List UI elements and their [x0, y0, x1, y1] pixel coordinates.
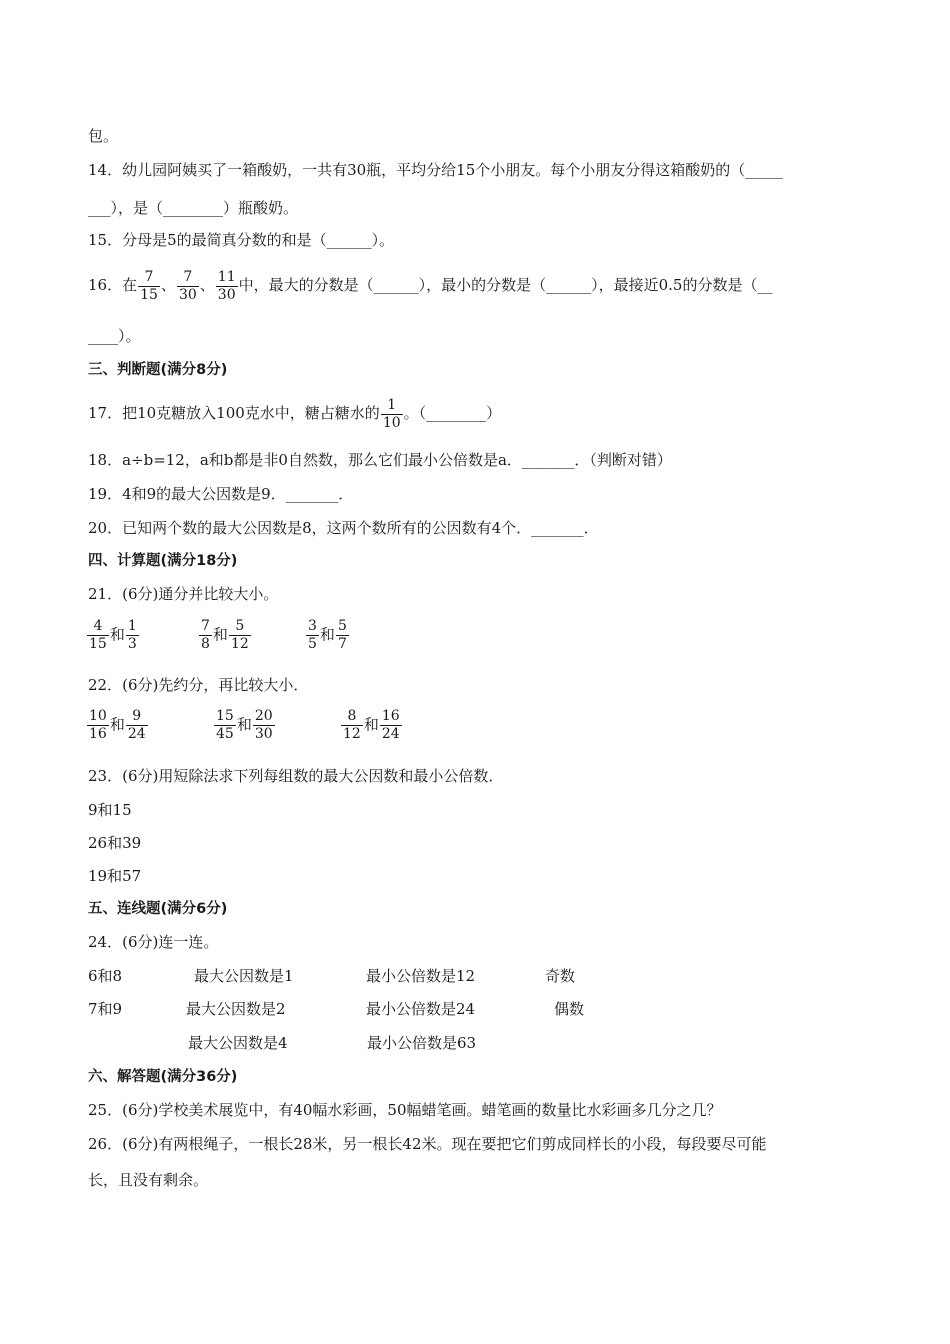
fraction-7-15: $\frac{7}{15}$ — [140, 268, 158, 303]
question-17: 17．把10克糖放入100克水中，糖占糖水的 $\frac{1}{10}$ 。（________） — [88, 396, 502, 431]
question-23: 23．(6分)用短除法求下列每组数的最大公因数和最小公倍数． — [88, 767, 504, 785]
section-3-heading: 三、判断题(满分8分) — [88, 362, 228, 378]
section-5-heading: 五、连线题(满分6分) — [88, 901, 228, 917]
question-24: 24．(6分)连一连。 — [88, 933, 219, 951]
match-odd: 奇数 — [545, 967, 576, 985]
question-15: 15．分母是5的最简真分数的和是（______）。 — [88, 231, 395, 249]
q22-pair-1: $\frac{10}{16}$ 和 $\frac{9}{24}$ — [89, 708, 146, 742]
match-pair-6-8: 6和8 — [88, 967, 123, 985]
question-25: 25．(6分)学校美术展览中，有40幅水彩画，50幅蜡笔画。蜡笔画的数量比水彩画多几分之几？ — [88, 1101, 722, 1119]
q23-item-1: 9和15 — [88, 801, 132, 819]
match-gcd-4: 最大公因数是4 — [188, 1034, 288, 1052]
match-gcd-1: 最大公因数是1 — [194, 967, 294, 985]
match-lcm-24: 最小公倍数是24 — [366, 1000, 476, 1018]
question-22: 22．(6分)先约分，再比较大小． — [88, 676, 309, 694]
question-16-line2: ____）。 — [88, 327, 141, 345]
fraction-7-30: $\frac{7}{30}$ — [178, 268, 197, 303]
question-14-line2: ___），是（________）瓶酸奶。 — [88, 199, 299, 217]
match-pair-7-9: 7和9 — [88, 1000, 123, 1018]
question-21: 21．(6分)通分并比较大小。 — [88, 585, 279, 603]
continuation-text: 包。 — [88, 127, 119, 145]
match-lcm-63: 最小公倍数是63 — [367, 1034, 477, 1052]
fraction-1-10: $\frac{1}{10}$ — [382, 396, 401, 431]
section-4-heading: 四、计算题(满分18分) — [88, 553, 238, 569]
match-lcm-12: 最小公倍数是12 — [366, 967, 476, 985]
q21-pair-3: $\frac{3}{5}$ 和 $\frac{5}{7}$ — [308, 618, 347, 652]
section-6-heading: 六、解答题(满分36分) — [88, 1069, 238, 1085]
q21-pair-1: $\frac{4}{15}$ 和 $\frac{1}{3}$ — [89, 618, 137, 652]
match-even: 偶数 — [554, 1000, 585, 1018]
question-26-line2: 长，且没有剩余。 — [88, 1171, 209, 1189]
q23-item-3: 19和57 — [88, 867, 142, 885]
question-19: 19．4和9的最大公因数是9．_______． — [88, 485, 354, 503]
question-18: 18．a÷b=12，a和b都是非0自然数，那么它们最小公倍数是a．_______．（判断对错） — [88, 451, 672, 469]
q22-pair-3: $\frac{8}{12}$ 和 $\frac{16}{24}$ — [343, 708, 400, 742]
question-26-line1: 26．(6分)有两根绳子，一根长28米，另一根长42米。现在要把它们剪成同样长的小段，每段要尽可能 — [88, 1135, 767, 1153]
q21-pair-2: $\frac{7}{8}$ 和 $\frac{5}{12}$ — [201, 618, 249, 652]
question-16-suffix: 中，最大的分数是（______），最小的分数是（______），最接近0.5的分数是（__ — [238, 276, 773, 294]
question-20: 20．已知两个数的最大公因数是8，这两个数所有的公因数有4个．_______． — [88, 519, 599, 537]
question-16-line1: 16．在 $\frac{7}{15}$ 、 $\frac{7}{30}$ 、 $\frac{11}{30}$ 中，最大的分数是（______），最小的分数是（______），最接近0.5的分数是（__ — [88, 268, 773, 303]
fraction-11-30: $\frac{11}{30}$ — [217, 268, 236, 303]
q22-pair-2: $\frac{15}{45}$ 和 $\frac{20}{30}$ — [216, 708, 273, 742]
question-16-prefix: 16．在 — [88, 276, 138, 294]
q23-item-2: 26和39 — [88, 834, 142, 852]
question-14-line1: 14．幼儿园阿姨买了一箱酸奶，一共有30瓶，平均分给15个小朋友。每个小朋友分得这箱酸奶的（_____ — [88, 161, 783, 179]
match-gcd-2: 最大公因数是2 — [186, 1000, 286, 1018]
